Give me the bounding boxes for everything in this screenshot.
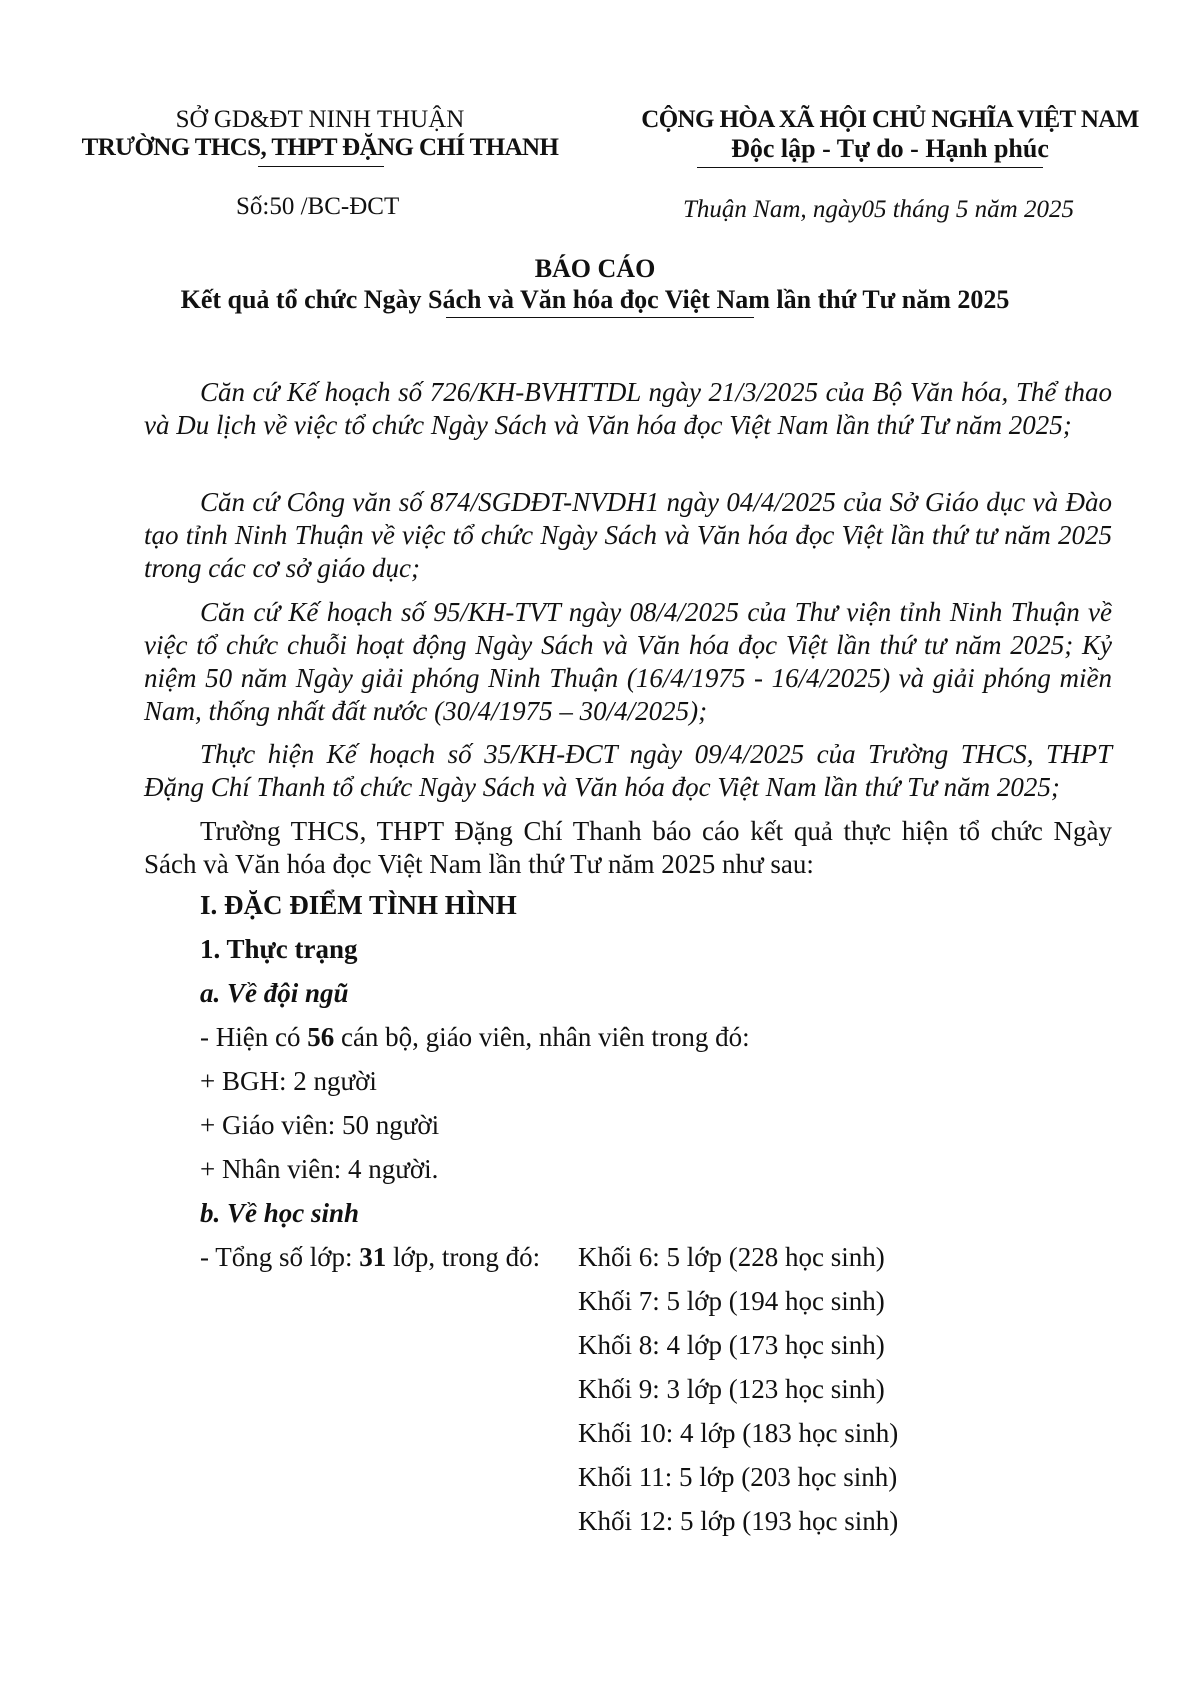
basis-paragraph-3: Căn cứ Kế hoạch số 95/KH-TVT ngày 08/4/2025 của Thư viện tỉnh Ninh Thuận về việc tổ chức chuỗi hoạt động Ngày Sách và Văn hóa đọc Việt lần thứ tư năm 2025; Kỷ niệm 50 năm Ngày giải phóng Ninh Thuận (16/4/1975 - 16/4/2025) và giải phóng miền Nam, thống nhất đất nước (30/4/1975 – 30/4/2025); xyxy=(144,597,1112,726)
grade-item: Khối 12: 5 lớp (193 học sinh) xyxy=(578,1506,899,1536)
staff-item: + Giáo viên: 50 người xyxy=(200,1110,440,1140)
students-heading: b. Về học sinh xyxy=(200,1198,360,1228)
classes-total-prefix: - Tổng số lớp: xyxy=(200,1242,360,1272)
report-title: BÁO CÁO xyxy=(534,254,656,283)
school-name-underline xyxy=(258,166,384,167)
subsection-heading: 1. Thực trạng xyxy=(200,934,358,964)
section-heading: I. ĐẶC ĐIỂM TÌNH HÌNH xyxy=(200,890,517,920)
classes-total-count: 31 xyxy=(359,1242,387,1272)
staff-item: + BGH: 2 người xyxy=(200,1066,377,1096)
agency-name: SỞ GD&ĐT NINH THUẬN xyxy=(175,106,465,133)
staff-total-count: 56 xyxy=(307,1022,335,1052)
document-number: Số:50 /BC-ĐCT xyxy=(236,193,400,220)
basis-paragraph-1: Căn cứ Kế hoạch số 726/KH-BVHTTDL ngày 21/3/2025 của Bộ Văn hóa, Thể thao và Du lịch về việc tổ chức Ngày Sách và Văn hóa đọc Việt Nam lần thứ Tư năm 2025; xyxy=(144,377,1112,440)
staff-total-prefix: - Hiện có xyxy=(200,1022,308,1052)
subtitle-underline xyxy=(446,317,754,318)
intro-paragraph: Trường THCS, THPT Đặng Chí Thanh báo cáo kết quả thực hiện tổ chức Ngày Sách và Văn hóa đọc Việt Nam lần thứ Tư năm 2025 như sau: xyxy=(144,816,1112,879)
motto-underline xyxy=(697,167,1043,168)
grade-item: Khối 10: 4 lớp (183 học sinh) xyxy=(578,1418,899,1448)
grade-item: Khối 7: 5 lớp (194 học sinh) xyxy=(578,1286,885,1316)
motto: Độc lập - Tự do - Hạnh phúc xyxy=(731,134,1049,163)
place-date: Thuận Nam, ngày05 tháng 5 năm 2025 xyxy=(683,196,1074,223)
staff-total xyxy=(200,1022,750,1053)
basis-paragraph-2: Căn cứ Công văn số 874/SGDĐT-NVDH1 ngày 04/4/2025 của Sở Giáo dục và Đào tạo tỉnh Ninh Thuận về việc tổ chức Ngày Sách và Văn hóa đọc Việt lần thứ tư năm 2025 trong các cơ sở giáo dục; xyxy=(144,487,1112,583)
classes-total-suffix: lớp, trong đó: xyxy=(386,1242,541,1272)
grade-item: Khối 11: 5 lớp (203 học sinh) xyxy=(578,1462,898,1492)
grade-item: Khối 6: 5 lớp (228 học sinh) xyxy=(578,1242,885,1272)
country-name: CỘNG HÒA XÃ HỘI CHỦ NGHĨA VIỆT NAM xyxy=(641,106,1139,133)
staff-heading: a. Về đội ngũ xyxy=(200,978,349,1008)
school-name: TRƯỜNG THCS, THPT ĐẶNG CHÍ THANH xyxy=(81,134,559,161)
basis-paragraph-4: Thực hiện Kế hoạch số 35/KH-ĐCT ngày 09/4/2025 của Trường THCS, THPT Đặng Chí Thanh tổ chức Ngày Sách và Văn hóa đọc Việt Nam lần thứ Tư năm 2025; xyxy=(144,739,1112,802)
grade-item: Khối 9: 3 lớp (123 học sinh) xyxy=(578,1374,885,1404)
classes-total xyxy=(200,1242,540,1273)
grade-item: Khối 8: 4 lớp (173 học sinh) xyxy=(578,1330,885,1360)
staff-total-suffix: cán bộ, giáo viên, nhân viên trong đó: xyxy=(334,1022,750,1052)
staff-item: + Nhân viên: 4 người. xyxy=(200,1154,439,1184)
report-subtitle: Kết quả tổ chức Ngày Sách và Văn hóa đọc Việt Nam lần thứ Tư năm 2025 xyxy=(180,285,1010,314)
